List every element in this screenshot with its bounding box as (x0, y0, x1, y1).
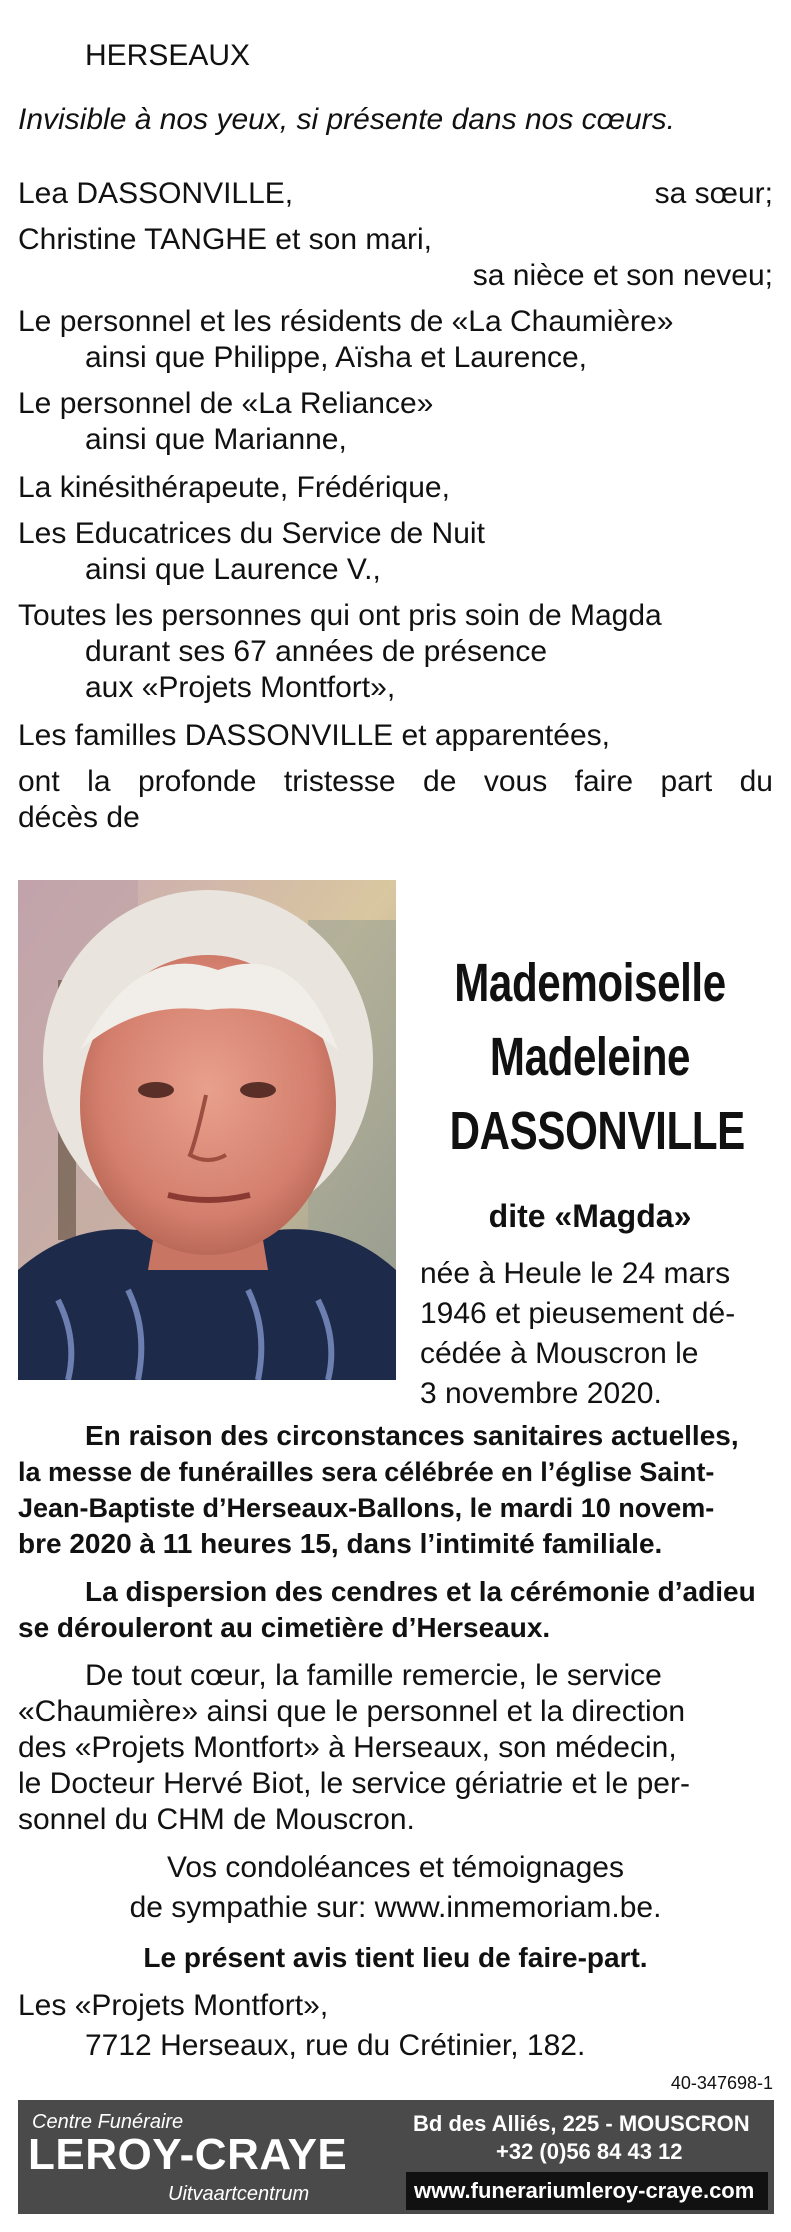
family-line: durant ses 67 années de présence (85, 635, 547, 668)
announcement-line: ont la profonde tristesse de vous faire part du (18, 765, 773, 798)
announcement-line: décès de (18, 801, 140, 834)
deceased-last-name: DASSONVILLE (449, 1101, 745, 1161)
bio-line: 3 novembre 2020. (420, 1377, 662, 1410)
bio-line: 1946 et pieusement dé- (420, 1297, 736, 1330)
portrait-photo (18, 880, 396, 1380)
funeral-info-line: Jean-Baptiste d’Herseaux-Ballons, le mardi 10 novem- (18, 1493, 715, 1523)
ceremony-line: se dérouleront au cimetière d’Herseaux. (18, 1612, 551, 1643)
family-relation: sa sœur; (654, 177, 773, 210)
family-line: ainsi que Marianne, (85, 423, 347, 456)
funeral-info-line: En raison des circonstances sanitaires actuelles, (85, 1420, 739, 1451)
address-line: 7712 Herseaux, rue du Crétinier, 182. (85, 2029, 586, 2062)
bio-line: cédée à Mouscron le (420, 1337, 699, 1370)
condolences-line: Vos condoléances et témoignages (167, 1851, 624, 1884)
thanks-line: «Chaumière» ainsi que le personnel et la direction (18, 1695, 686, 1728)
funeral-info-line: bre 2020 à 11 heures 15, dans l’intimité familiale. (18, 1528, 663, 1559)
footer-brand: LEROY-CRAYE (28, 2130, 348, 2179)
footer-sub: Uitvaartcentrum (168, 2183, 310, 2205)
thanks-line: De tout cœur, la famille remercie, le service (85, 1659, 662, 1692)
family-line: ainsi que Philippe, Aïsha et Laurence, (85, 341, 588, 374)
family-line: Toutes les personnes qui ont pris soin de Magda (18, 599, 662, 632)
family-line: La kinésithérapeute, Frédérique, (18, 471, 450, 504)
reference-number: 40-347698-1 (670, 2073, 773, 2093)
footer-address: Bd des Alliés, 225 - MOUSCRON (413, 2111, 750, 2136)
deceased-title: Mademoiselle (454, 953, 726, 1013)
thanks-line: le Docteur Hervé Biot, le service gériatrie et le per- (18, 1767, 690, 1800)
family-line: ainsi que Laurence V., (85, 553, 381, 586)
deceased-first-name: Madeleine (489, 1027, 691, 1087)
funeral-info-line: la messe de funérailles sera célébrée en l’église Saint- (18, 1457, 715, 1487)
ceremony-line: La dispersion des cendres et la cérémonie d’adieu (85, 1576, 756, 1607)
family-line: Christine TANGHE et son mari, (18, 223, 433, 256)
address-line: Les «Projets Montfort», (18, 1989, 329, 2022)
locality: HERSEAUX (85, 39, 251, 72)
thanks-line: sonnel du CHM de Mouscron. (18, 1803, 415, 1836)
footer-phone: +32 (0)56 84 43 12 (496, 2139, 683, 2164)
family-line: aux «Projets Montfort», (85, 671, 396, 704)
family-line: Le personnel et les résidents de «La Chaumière» (18, 305, 674, 338)
family-line: Lea DASSONVILLE, (18, 177, 294, 210)
bio-line: née à Heule le 24 mars (420, 1257, 731, 1290)
footer-website[interactable]: www.funerariumleroy-craye.com (414, 2178, 755, 2203)
family-line: Le personnel de «La Reliance» (18, 387, 434, 420)
faire-part-line: Le présent avis tient lieu de faire-part. (143, 1942, 648, 1973)
motto: Invisible à nos yeux, si présente dans nos cœurs. (18, 103, 675, 136)
family-relation: sa nièce et son neveu; (472, 259, 773, 292)
footer-centre: Centre Funéraire (32, 2111, 184, 2133)
deceased-nickname: dite «Magda» (488, 1198, 692, 1234)
family-line: Les familles DASSONVILLE et apparentées, (18, 719, 610, 752)
thanks-line: des «Projets Montfort» à Herseaux, son médecin, (18, 1731, 677, 1764)
condolences-line: de sympathie sur: www.inmemoriam.be. (129, 1891, 662, 1924)
family-line: Les Educatrices du Service de Nuit (18, 517, 485, 550)
funeral-home-banner (18, 2100, 774, 2214)
